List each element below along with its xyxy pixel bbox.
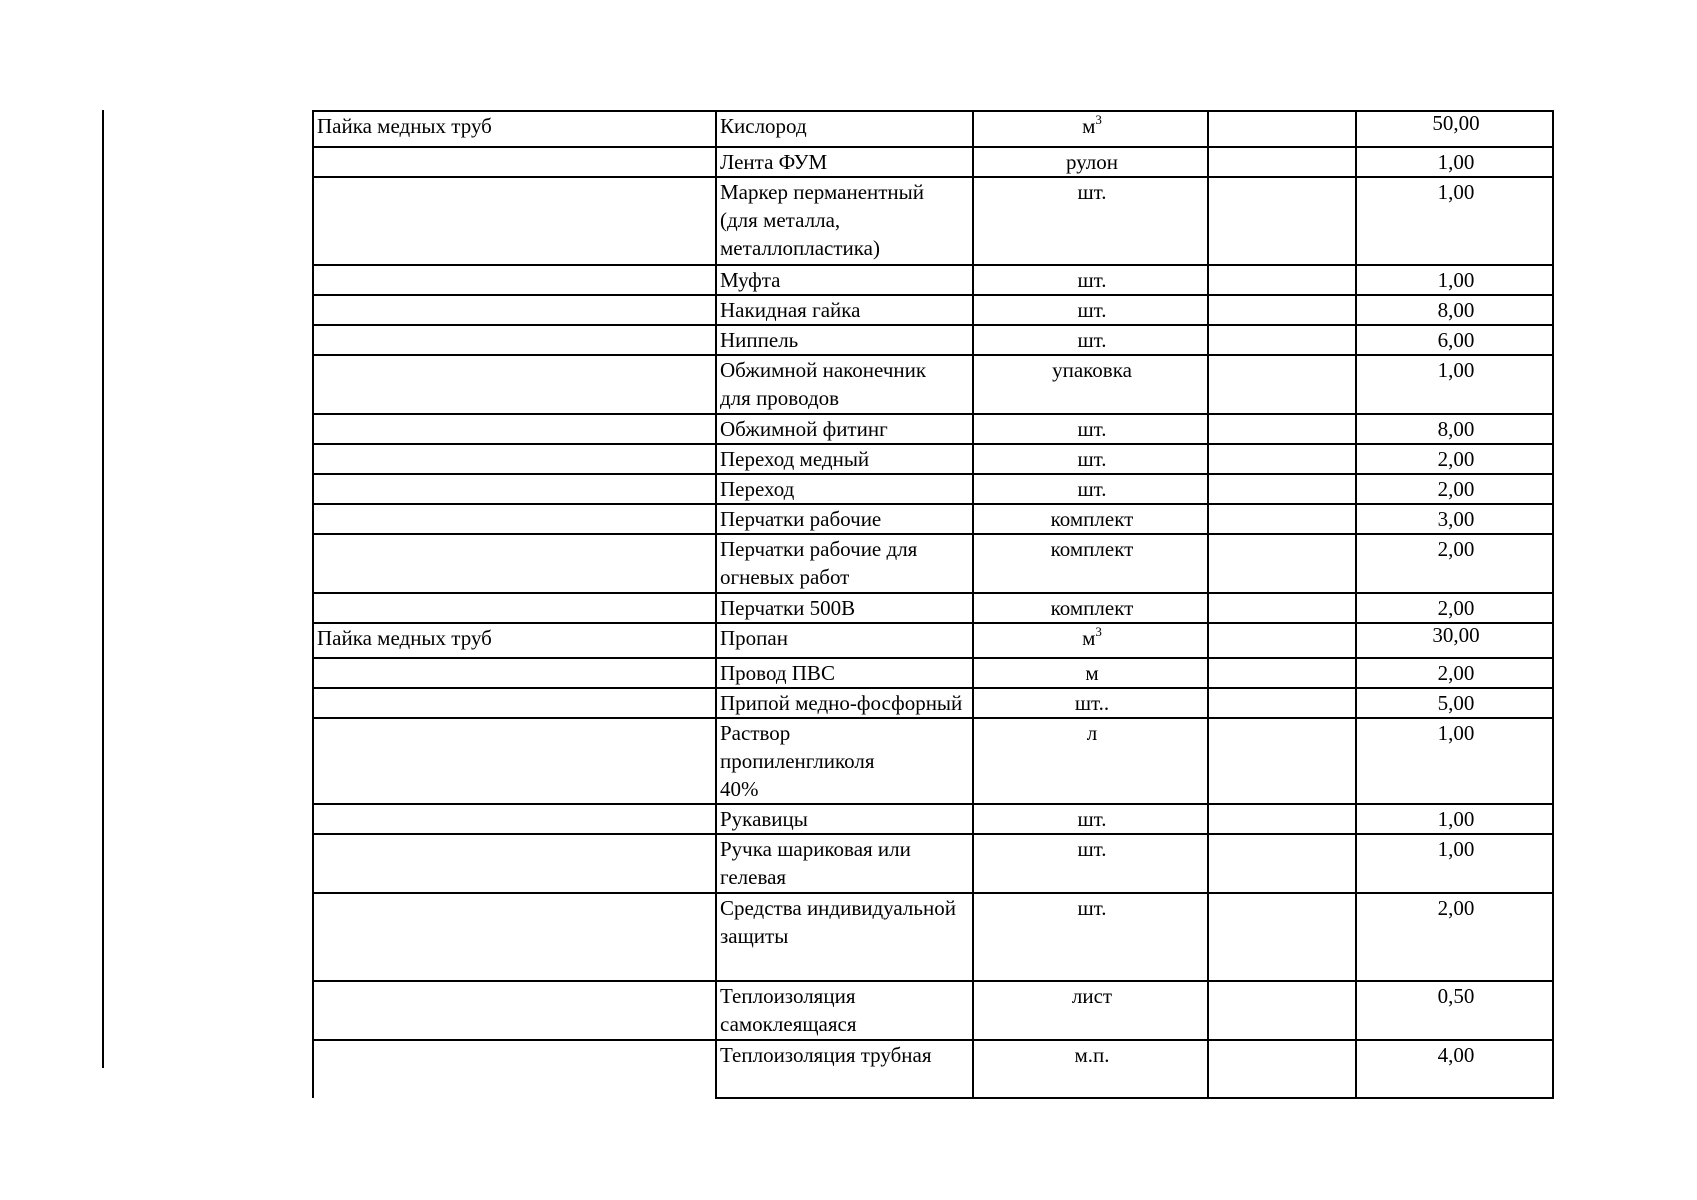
- table-row: [313, 623, 1553, 658]
- table-row: [313, 804, 1553, 834]
- table-row: [313, 474, 1553, 504]
- empty-cell: [1208, 718, 1356, 804]
- table-row: [313, 658, 1553, 688]
- empty-cell: [1208, 325, 1356, 355]
- quantity-cell: 3,00: [1356, 504, 1553, 534]
- empty-cell: [1208, 658, 1356, 688]
- material-name-cell: Перчатки рабочие: [716, 504, 973, 534]
- unit-cell: шт.: [973, 177, 1208, 265]
- unit-cell: шт.: [973, 265, 1208, 295]
- material-name-text: Теплоизоляция самоклеящаяся: [720, 984, 857, 1036]
- table-row: [313, 1040, 1553, 1098]
- quantity-cell: 2,00: [1356, 534, 1553, 593]
- unit-cell: рулон: [973, 147, 1208, 177]
- quantity-cell: 6,00: [1356, 325, 1553, 355]
- empty-cell: [1208, 177, 1356, 265]
- unit-cell: шт.: [973, 474, 1208, 504]
- table-row: [313, 834, 1553, 893]
- quantity-cell: 5,00: [1356, 688, 1553, 718]
- quantity-cell: 2,00: [1356, 893, 1553, 981]
- unit-cell: [973, 623, 1208, 658]
- operation-cell: [313, 834, 716, 893]
- table-row: [313, 295, 1553, 325]
- table-row: [313, 147, 1553, 177]
- operation-cell: [313, 295, 716, 325]
- material-name-text: Ручка шариковая или гелевая: [720, 837, 911, 889]
- quantity-cell: 1,00: [1356, 265, 1553, 295]
- quantity-cell: 2,00: [1356, 658, 1553, 688]
- page-margin-line: [102, 110, 104, 1068]
- operation-cell: [313, 444, 716, 474]
- unit-cell: лист: [973, 981, 1208, 1040]
- table-row: [313, 265, 1553, 295]
- operation-cell: [313, 504, 716, 534]
- empty-cell: [1208, 688, 1356, 718]
- material-name-cell: Переход: [716, 474, 973, 504]
- empty-cell: [1208, 534, 1356, 593]
- material-name-text: Перчатки рабочие для огневых работ: [720, 537, 918, 589]
- quantity-cell: 1,00: [1356, 147, 1553, 177]
- quantity-cell: 1,00: [1356, 804, 1553, 834]
- table-row: [313, 325, 1553, 355]
- quantity-cell: 2,00: [1356, 474, 1553, 504]
- material-name-text: Раствор пропиленгликоля 40%: [720, 721, 875, 801]
- quantity-cell: 8,00: [1356, 414, 1553, 444]
- unit-text: м: [1082, 114, 1096, 138]
- material-name-text: Маркер перманентный (для металла, металлопластика): [720, 180, 925, 260]
- unit-cell: шт.: [973, 295, 1208, 325]
- material-name-cell: [716, 834, 973, 893]
- material-name-cell: [716, 981, 973, 1040]
- table-row: [313, 893, 1553, 981]
- operation-cell: [313, 177, 716, 265]
- empty-cell: [1208, 834, 1356, 893]
- unit-cell: упаковка: [973, 355, 1208, 414]
- unit-cell: шт..: [973, 688, 1208, 718]
- operation-cell: Пайка медных труб: [313, 111, 716, 147]
- material-name-cell: Припой медно-фосфорный: [716, 688, 973, 718]
- material-name-cell: [716, 355, 973, 414]
- material-name-cell: Теплоизоляция трубная: [716, 1040, 973, 1098]
- material-name-cell: Пропан: [716, 623, 973, 658]
- table-row: [313, 593, 1553, 623]
- material-name-cell: Рукавицы: [716, 804, 973, 834]
- operation-cell: [313, 658, 716, 688]
- table-row: [313, 981, 1553, 1040]
- material-name-cell: Муфта: [716, 265, 973, 295]
- quantity-text: 30,00: [1432, 623, 1480, 647]
- material-name-cell: [716, 718, 973, 804]
- empty-cell: [1208, 981, 1356, 1040]
- operation-cell: [313, 718, 716, 804]
- empty-cell: [1208, 147, 1356, 177]
- operation-cell: [313, 688, 716, 718]
- empty-cell: [1208, 295, 1356, 325]
- table-row: [313, 111, 1553, 147]
- table-row: [313, 444, 1553, 474]
- material-name-text: Обжимной наконечник для проводов: [720, 358, 927, 410]
- quantity-cell: 1,00: [1356, 718, 1553, 804]
- quantity-cell: 1,00: [1356, 355, 1553, 414]
- material-name-cell: [716, 177, 973, 265]
- material-name-text: Средства индивидуальной защиты: [720, 896, 956, 948]
- empty-cell: [1208, 623, 1356, 658]
- operation-cell: [313, 593, 716, 623]
- operation-cell: [313, 534, 716, 593]
- operation-cell: [313, 1040, 716, 1098]
- empty-cell: [1208, 893, 1356, 981]
- empty-cell: [1208, 444, 1356, 474]
- empty-cell: [1208, 804, 1356, 834]
- table-row: [313, 414, 1553, 444]
- material-name-cell: Лента ФУМ: [716, 147, 973, 177]
- unit-superscript: 3: [1095, 624, 1102, 639]
- operation-cell: Пайка медных труб: [313, 623, 716, 658]
- unit-cell: шт.: [973, 893, 1208, 981]
- quantity-cell: 1,00: [1356, 834, 1553, 893]
- material-name-cell: Ниппель: [716, 325, 973, 355]
- operation-cell: [313, 804, 716, 834]
- empty-cell: [1208, 593, 1356, 623]
- material-name-cell: [716, 534, 973, 593]
- quantity-cell: [1356, 623, 1553, 658]
- material-name-cell: Переход медный: [716, 444, 973, 474]
- unit-cell: шт.: [973, 834, 1208, 893]
- material-name-cell: Накидная гайка: [716, 295, 973, 325]
- empty-cell: [1208, 504, 1356, 534]
- operation-cell: [313, 414, 716, 444]
- unit-cell: шт.: [973, 444, 1208, 474]
- unit-cell: шт.: [973, 414, 1208, 444]
- material-name-cell: Обжимной фитинг: [716, 414, 973, 444]
- unit-cell: комплект: [973, 593, 1208, 623]
- table-row: [313, 534, 1553, 593]
- unit-cell: л: [973, 718, 1208, 804]
- table-row: [313, 177, 1553, 265]
- materials-table: [312, 110, 1554, 1099]
- unit-cell: шт.: [973, 804, 1208, 834]
- quantity-cell: 2,00: [1356, 593, 1553, 623]
- table-row: [313, 718, 1553, 804]
- empty-cell: [1208, 1040, 1356, 1098]
- operation-cell: [313, 355, 716, 414]
- operation-cell: [313, 893, 716, 981]
- material-name-cell: [716, 893, 973, 981]
- unit-cell: комплект: [973, 534, 1208, 593]
- quantity-cell: [1356, 111, 1553, 147]
- table-row: [313, 355, 1553, 414]
- operation-cell: [313, 147, 716, 177]
- unit-cell: м: [973, 658, 1208, 688]
- quantity-cell: 0,50: [1356, 981, 1553, 1040]
- quantity-cell: 4,00: [1356, 1040, 1553, 1098]
- unit-superscript: 3: [1095, 112, 1102, 127]
- quantity-text: 50,00: [1432, 111, 1480, 135]
- quantity-cell: 1,00: [1356, 177, 1553, 265]
- quantity-cell: 8,00: [1356, 295, 1553, 325]
- empty-cell: [1208, 474, 1356, 504]
- empty-cell: [1208, 414, 1356, 444]
- unit-text: м: [1082, 626, 1096, 650]
- unit-cell: м.п.: [973, 1040, 1208, 1098]
- empty-cell: [1208, 111, 1356, 147]
- empty-cell: [1208, 265, 1356, 295]
- operation-cell: [313, 474, 716, 504]
- table-row: [313, 504, 1553, 534]
- operation-cell: [313, 981, 716, 1040]
- material-name-cell: Провод ПВС: [716, 658, 973, 688]
- operation-cell: [313, 325, 716, 355]
- table-row: [313, 688, 1553, 718]
- material-name-cell: Кислород: [716, 111, 973, 147]
- quantity-cell: 2,00: [1356, 444, 1553, 474]
- unit-cell: шт.: [973, 325, 1208, 355]
- unit-cell: комплект: [973, 504, 1208, 534]
- unit-cell: [973, 111, 1208, 147]
- empty-cell: [1208, 355, 1356, 414]
- material-name-cell: Перчатки 500В: [716, 593, 973, 623]
- operation-cell: [313, 265, 716, 295]
